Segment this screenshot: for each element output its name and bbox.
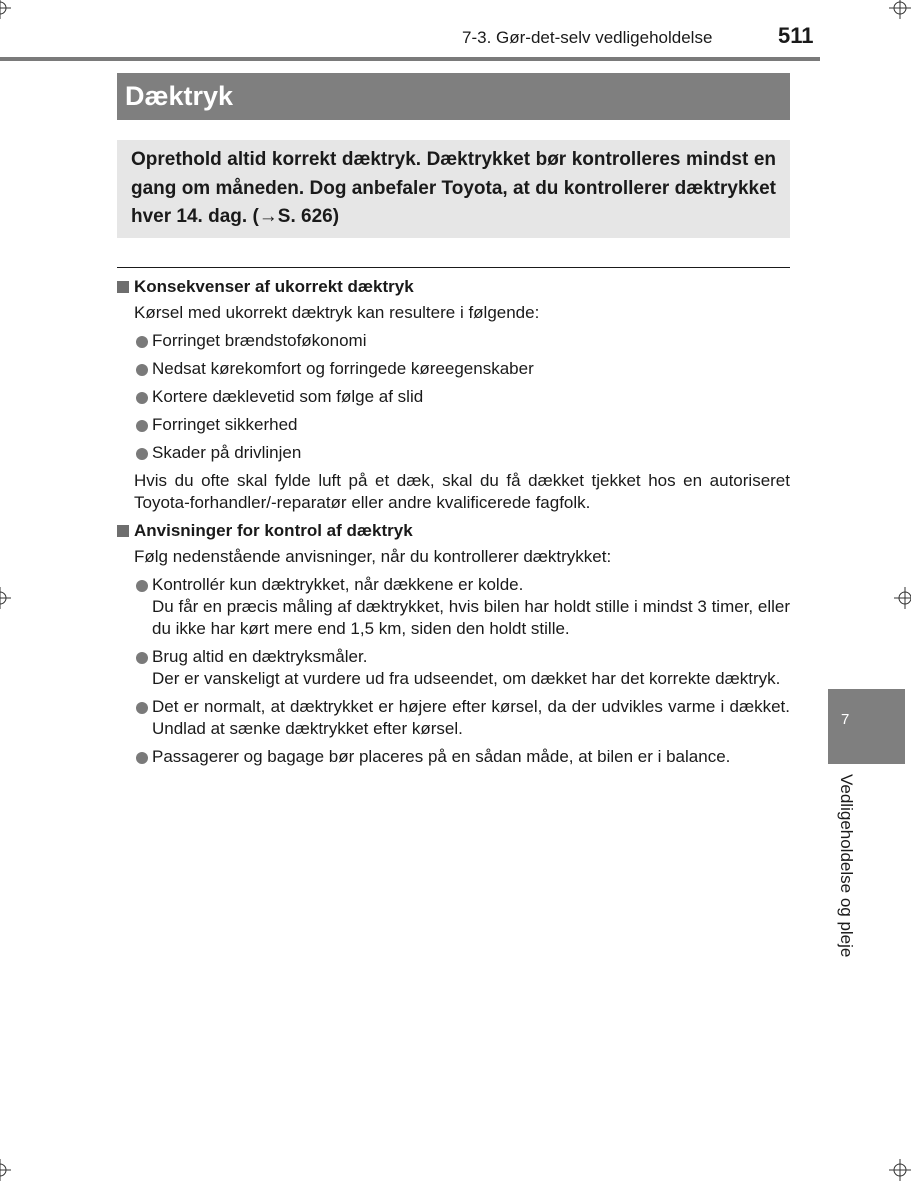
registration-mark-icon	[0, 587, 11, 609]
intro-text: Oprethold altid korrekt dæktryk. Dæktrykket bør kontrolleres mindst en gang om måneden. Dog anbefaler Toyota, at du kontrollerer dæktrykket hver 14. dag. (→S. 626)	[131, 149, 776, 227]
section-square-icon	[117, 525, 129, 537]
list-item-detail: Der er vanskeligt at vurdere ud fra udseendet, om dækket har det korrekte dæktryk.	[152, 669, 781, 688]
chapter-label: Vedligeholdelse og pleje	[837, 774, 856, 958]
page-number: 511	[778, 23, 814, 48]
list-item-text: Skader på drivlinjen	[152, 443, 302, 462]
bullet-dot-icon	[136, 392, 148, 404]
list-item-text: Nedsat kørekomfort og forringede køreegenskaber	[152, 359, 534, 378]
section-intro: Kørsel med ukorrekt dæktryk kan resultere i følgende:	[134, 303, 540, 322]
header-divider	[0, 57, 820, 61]
section-square-icon	[117, 281, 129, 293]
registration-mark-icon	[889, 1159, 911, 1181]
title-bar	[117, 73, 790, 120]
chapter-tab	[828, 689, 905, 764]
list-item	[117, 442, 790, 464]
list-item	[117, 414, 790, 436]
list-item-text: Passagerer og bagage bør placeres på en sådan måde, at bilen er i balance.	[152, 747, 731, 766]
section-heading	[117, 276, 790, 298]
intro-box	[117, 140, 790, 238]
registration-mark-icon	[0, 0, 11, 19]
list-item	[117, 330, 790, 352]
list-item-text: Det er normalt, at dæktrykket er højere efter kørsel, da der udvikles varme i dækket. Undlad at sænke dæktrykket efter kørsel.	[152, 697, 790, 738]
bullet-dot-icon	[136, 364, 148, 376]
section-divider	[117, 267, 790, 268]
registration-mark-icon	[0, 1159, 11, 1181]
bullet-dot-icon	[136, 336, 148, 348]
list-item-text: Brug altid en dæktryksmåler.	[152, 647, 368, 666]
registration-mark-icon	[894, 587, 911, 609]
list-item-detail: Du får en præcis måling af dæktrykket, hvis bilen har holdt stille i mindst 3 timer, eller du ikke har kørt mere end 1,5 km, siden den holdt stille.	[152, 597, 790, 638]
bullet-dot-icon	[136, 702, 148, 714]
chapter-number: 7	[841, 711, 850, 728]
list-item-text: Forringet brændstoføkonomi	[152, 331, 367, 350]
list-item	[117, 746, 790, 768]
list-item	[117, 646, 790, 690]
section-heading	[117, 520, 790, 542]
section-footer: Hvis du ofte skal fylde luft på et dæk, skal du få dækket tjekket hos en autoriseret Toyota-forhandler/-reparatør eller andre kvalificerede fagfolk.	[134, 471, 790, 512]
page-title: Dæktryk	[125, 81, 234, 111]
header-section-title: 7-3. Gør-det-selv vedligeholdelse	[462, 28, 713, 47]
section-heading-text: Konsekvenser af ukorrekt dæktryk	[134, 277, 414, 296]
list-item	[117, 358, 790, 380]
list-item-text: Kontrollér kun dæktrykket, når dækkene er kolde.	[152, 575, 524, 594]
list-item	[117, 574, 790, 640]
list-item	[117, 696, 790, 740]
bullet-dot-icon	[136, 752, 148, 764]
bullet-dot-icon	[136, 580, 148, 592]
main-content	[117, 276, 790, 768]
list-item-text: Forringet sikkerhed	[152, 415, 298, 434]
bullet-dot-icon	[136, 420, 148, 432]
section-intro: Følg nedenstående anvisninger, når du kontrollerer dæktrykket:	[134, 547, 612, 566]
section-heading-text: Anvisninger for kontrol af dæktryk	[134, 521, 413, 540]
registration-mark-icon	[889, 0, 911, 19]
list-item	[117, 386, 790, 408]
list-item-text: Kortere dæklevetid som følge af slid	[152, 387, 424, 406]
bullet-dot-icon	[136, 652, 148, 664]
bullet-dot-icon	[136, 448, 148, 460]
